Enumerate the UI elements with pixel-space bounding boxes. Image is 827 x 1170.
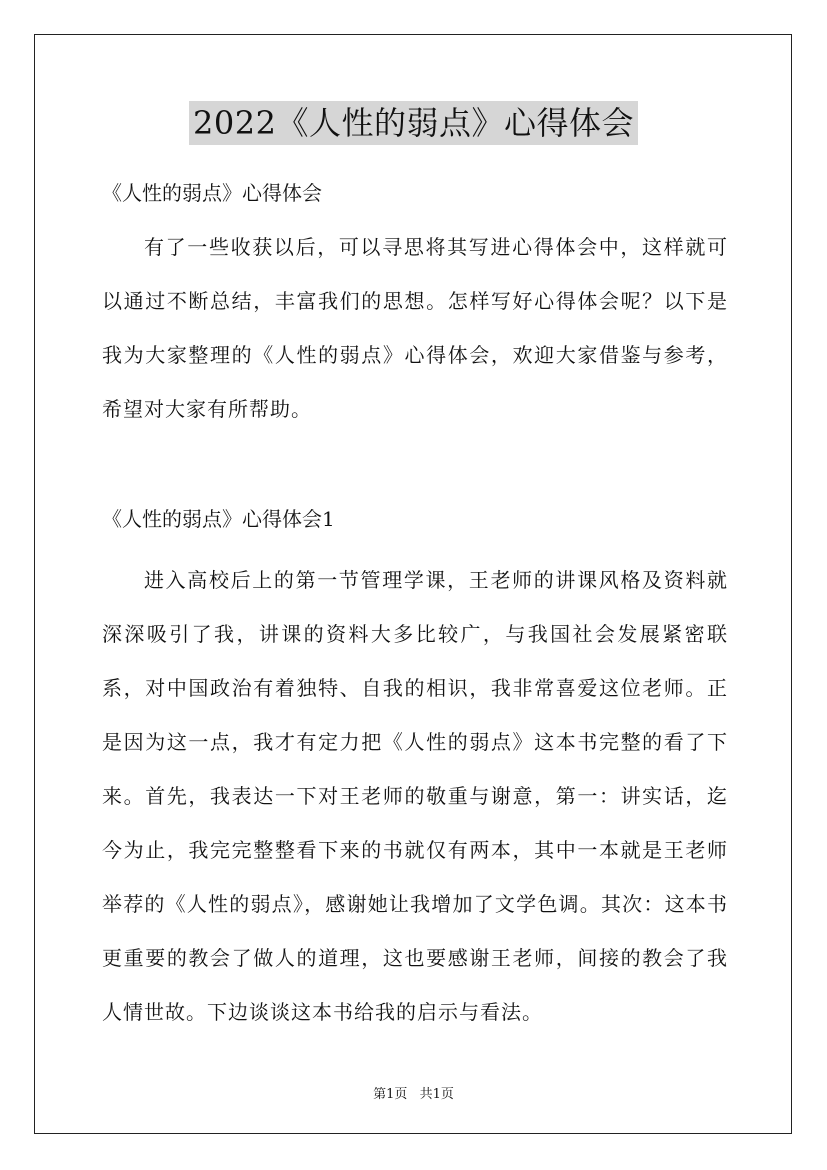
- section-paragraph: 进入高校后上的第一节管理学课，王老师的讲课风格及资料就深深吸引了我，讲课的资料大多比较广，与我国社会发展紧密联系，对中国政治有着独特、自我的相识，我非常喜爱这位老师。正是因为这一点，我才有定力把《人性的弱点》这本书完整的看了下来。首先，我表达一下对王老师的敬重与谢意，第一：讲实话，迄今为止，我完完整整看下来的书就仅有两本，其中一本就是王老师举荐的《人性的弱点》，感谢她让我增加了文学色调。其次：这本书更重要的教会了做人的道理，这也要感谢王老师，间接的教会了我人情世故。下边谈谈这本书给我的启示与看法。: [102, 568, 728, 1024]
- title-container: [0, 101, 827, 145]
- page-total: 共1页: [419, 1087, 454, 1102]
- page-number: 第1页: [373, 1087, 408, 1102]
- intro-paragraph: 有了一些收获以后，可以寻思将其写进心得体会中，这样就可以通过不断总结，丰富我们的思想。怎样写好心得体会呢？以下是我为大家整理的《人性的弱点》心得体会，欢迎大家借鉴与参考，希望对大家有所帮助。: [102, 235, 728, 421]
- document-title: 2022《人性的弱点》心得体会: [189, 101, 638, 145]
- page-footer: [0, 1083, 827, 1102]
- section-heading: 《人性的弱点》心得体会1: [102, 507, 335, 531]
- document-subtitle: 《人性的弱点》心得体会: [102, 181, 322, 205]
